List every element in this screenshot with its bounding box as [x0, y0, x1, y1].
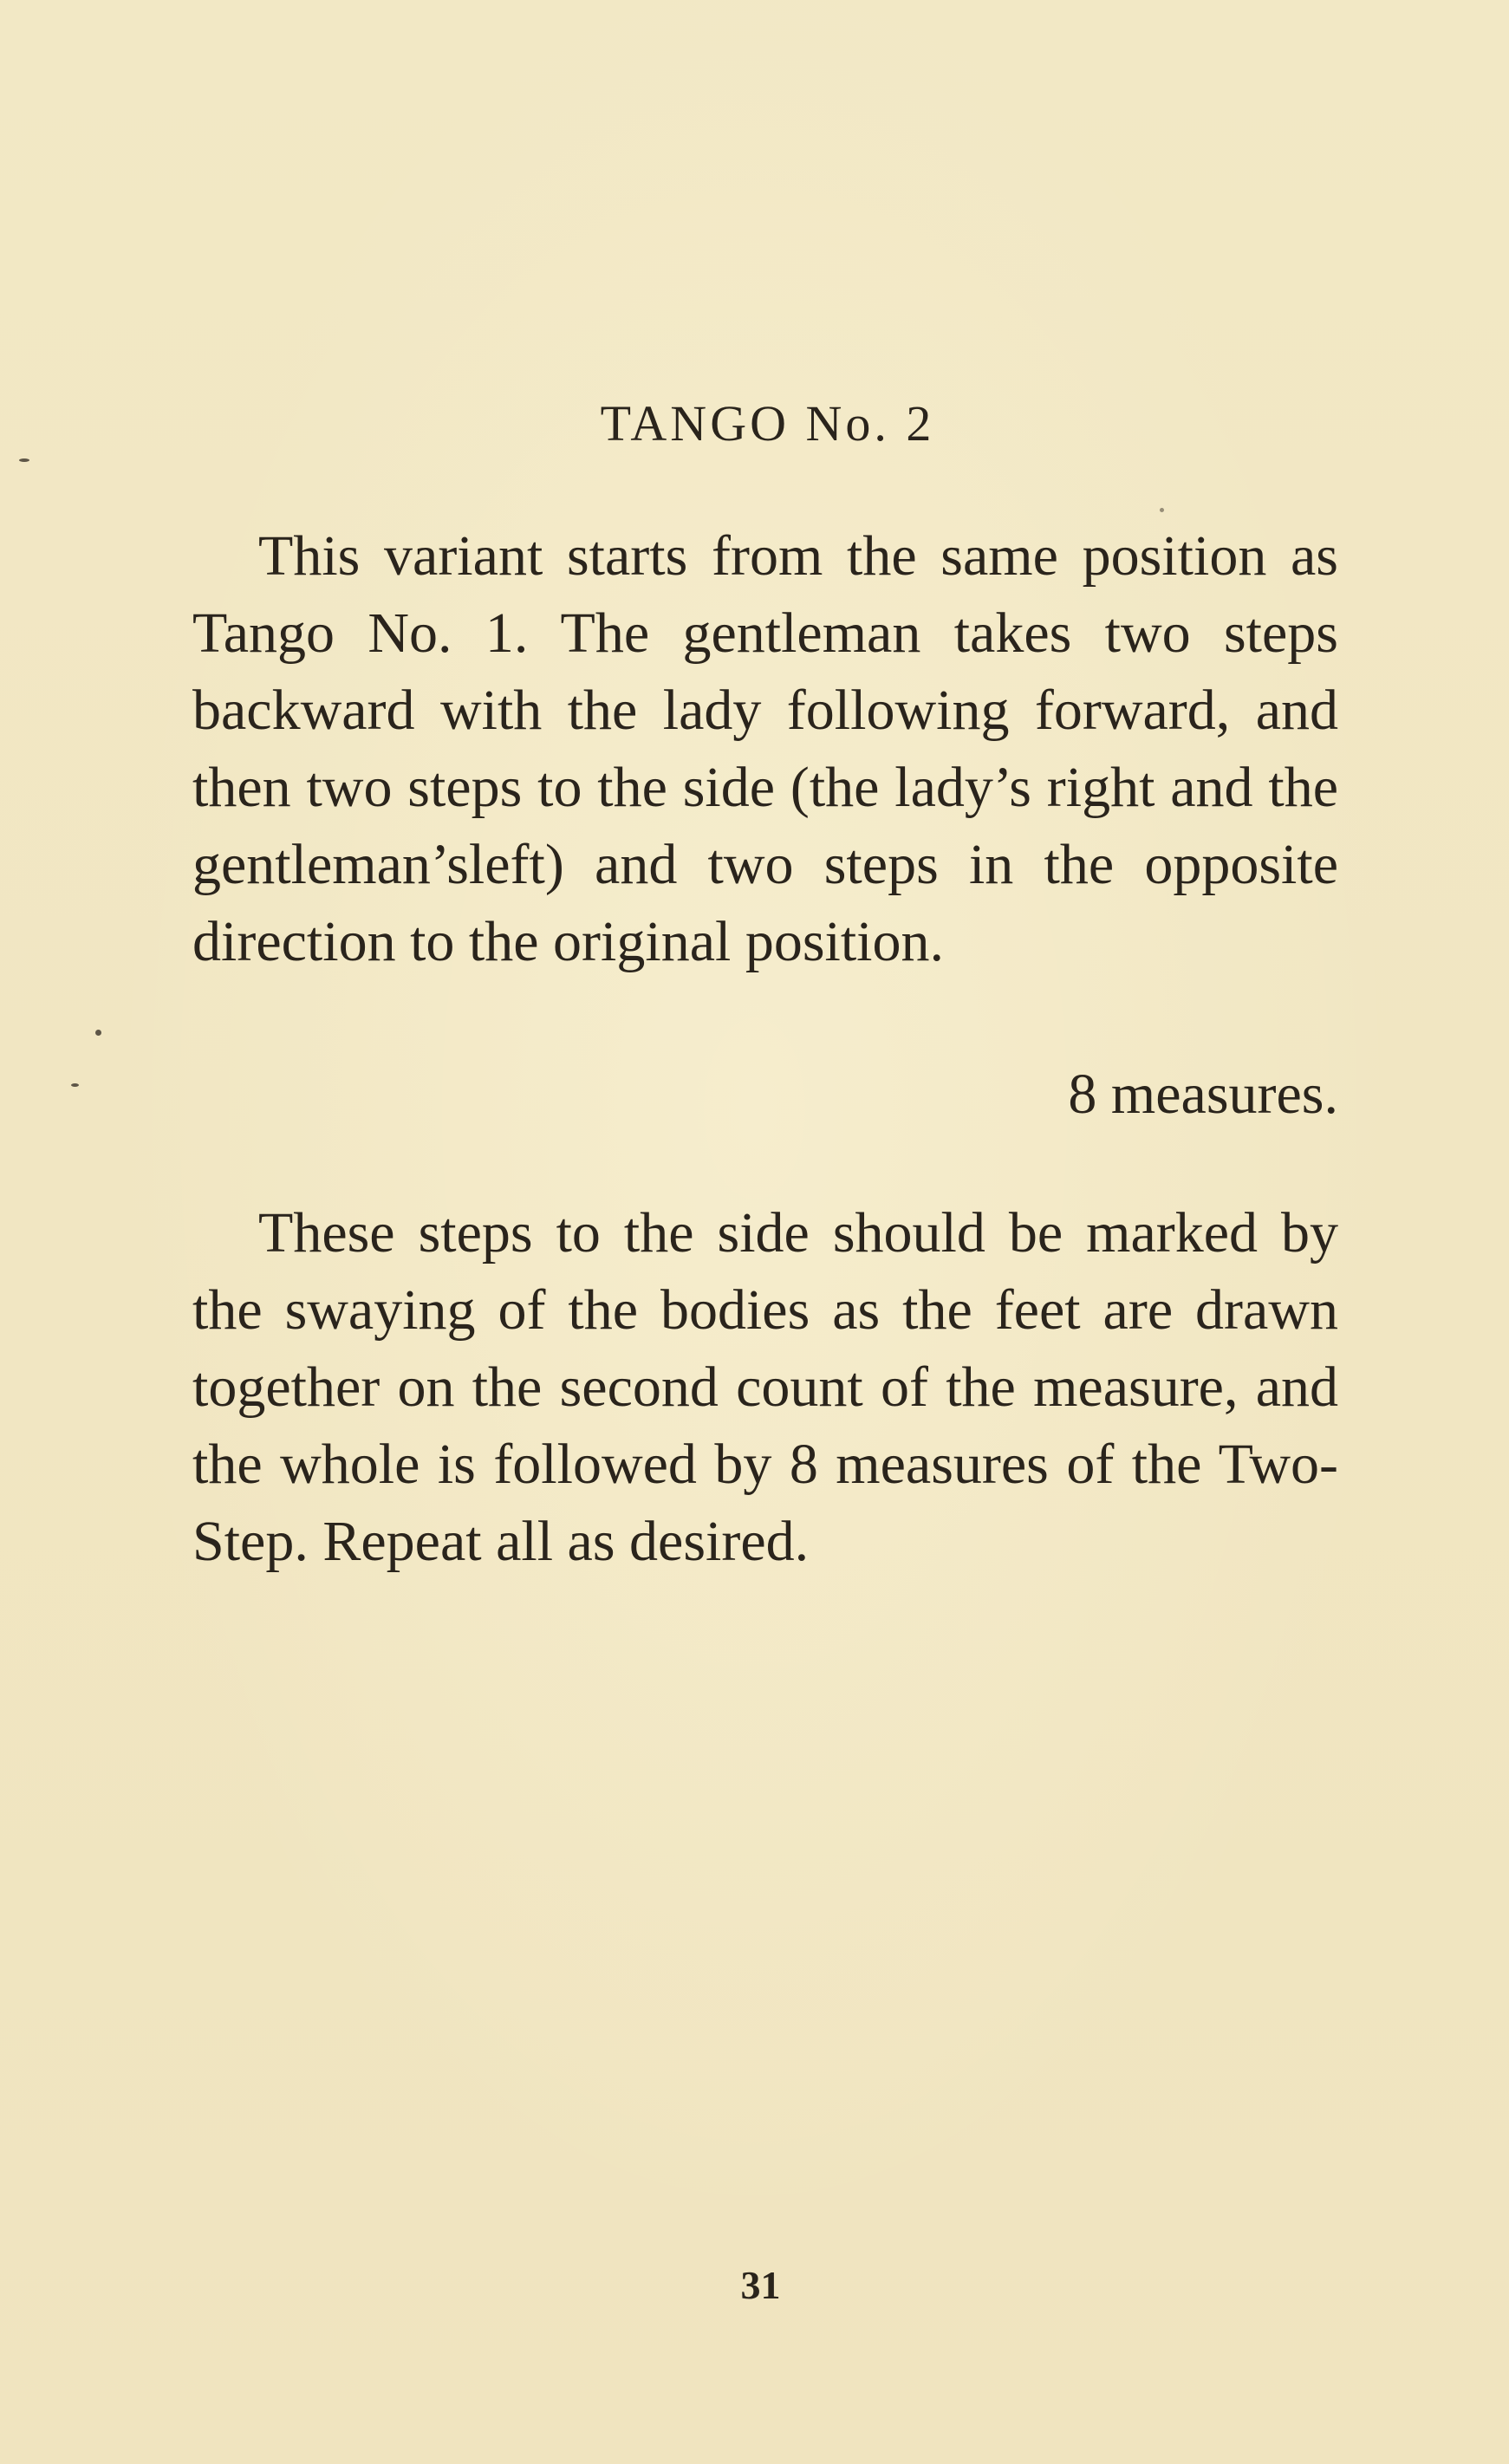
print-speck	[19, 458, 29, 462]
page-number: 31	[740, 2263, 781, 2307]
print-speck	[95, 1030, 101, 1036]
print-speck	[71, 1083, 79, 1087]
chapter-heading: TANGO No. 2	[600, 395, 935, 452]
measures-note: 8 measures.	[1068, 1063, 1338, 1126]
paragraph-2: These steps to the side should be marked by the swaying of the bodies as the feet are drawn together on the second count of the measure, and the whole is followed by 8 measures of the Two-Step. Repeat all as desired.	[192, 1201, 1338, 1573]
print-speck	[1160, 508, 1164, 512]
paragraph-1: This variant starts from the same position as Tango No. 1. The gentleman takes two steps backward with the lady following forward, and then two steps to the side (the lady’s right and the gentleman’sleft) and two steps in the opposite direction to the original position.	[192, 524, 1338, 973]
